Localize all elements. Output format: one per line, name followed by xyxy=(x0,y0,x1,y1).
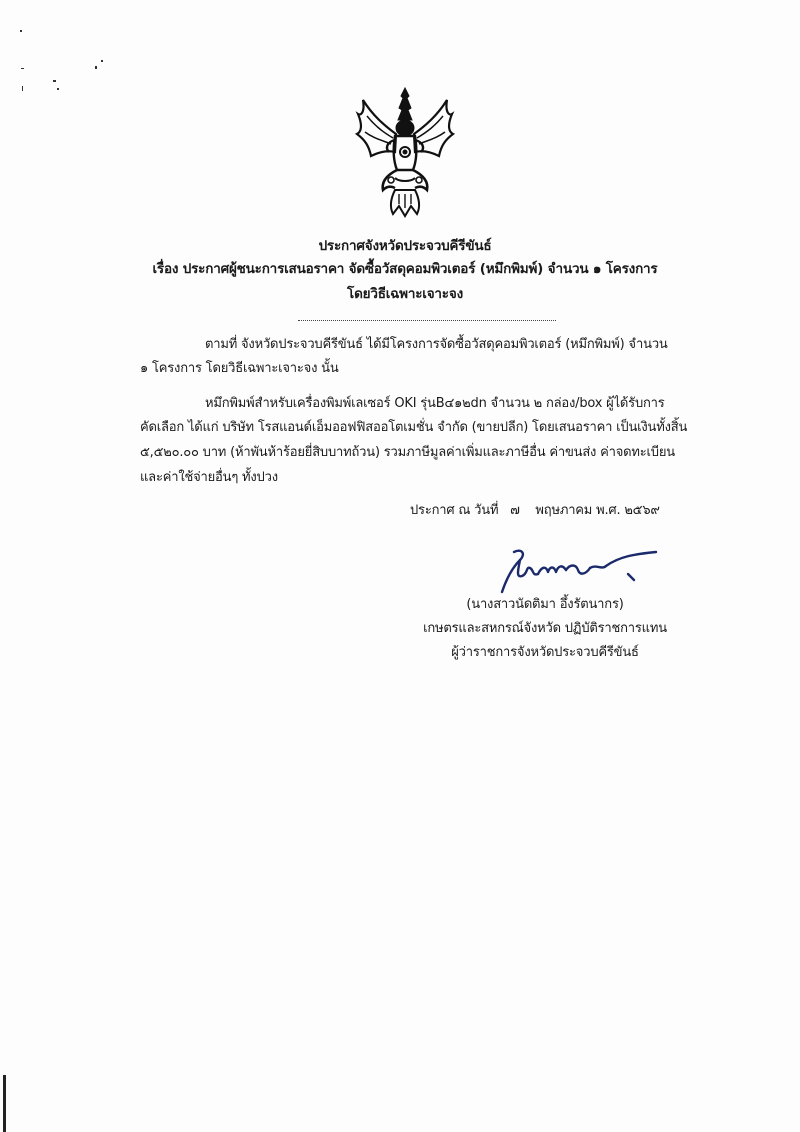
scan-speck xyxy=(95,66,97,69)
scan-speck xyxy=(101,60,103,62)
paragraph-2-line-4: และค่าใช้จ่ายอื่นๆ ทั้งปวง xyxy=(140,470,278,485)
scan-speck xyxy=(57,88,59,90)
announcement-date: ประกาศ ณ วันที่ ๗ พฤษภาคม พ.ศ. ๒๕๖๙ xyxy=(410,503,660,518)
paragraph-2-line-2: คัดเลือก ได้แก่ บริษัท โรสแอนด์เอ็มออฟฟิสออโตเมชั่น จำกัด (ขายปลีก) โดยเสนอราคา เป็นเงินทั้งสิ้น xyxy=(140,420,688,435)
paragraph-1-line-1: ตามที่ จังหวัดประจวบคีรีขันธ์ ได้มีโครงการจัดซื้อวัสดุคอมพิวเตอร์ (หมึกพิมพ์) จำนวน xyxy=(205,337,668,352)
scan-speck xyxy=(21,68,24,69)
paragraph-2-line-3: ๕,๕๒๐.๐๐ บาท (ห้าพันห้าร้อยยี่สิบบาทถ้วน) รวมภาษีมูลค่าเพิ่มและภาษีอื่น ค่าขนส่ง ค่าจดทะเบียน xyxy=(140,445,675,460)
signatory-position: เกษตรและสหกรณ์จังหวัด ปฏิบัติราชการแทน xyxy=(423,621,667,636)
document-subject: เรื่อง ประกาศผู้ชนะการเสนอราคา จัดซื้อวัสดุคอมพิวเตอร์ (หมึกพิมพ์) จำนวน ๑ โครงการ xyxy=(152,261,658,277)
scan-speck xyxy=(22,86,23,91)
title-divider xyxy=(298,320,556,321)
scan-speck xyxy=(20,30,22,32)
scan-speck xyxy=(53,80,56,82)
signatory-name: (นางสาวนัดติมา อึ้งรัตนากร) xyxy=(466,597,624,612)
paragraph-1-line-2: ๑ โครงการ โดยวิธีเฉพาะเจาะจง นั้น xyxy=(140,361,339,376)
paragraph-2-line-1: หมึกพิมพ์สำหรับเครื่องพิมพ์เลเซอร์ OKI รุ่นB๔๑๒dn จำนวน ๒ กล่อง/box ผู้ได้รับการ xyxy=(205,396,665,411)
signatory-office: ผู้ว่าราชการจังหวัดประจวบคีรีขันธ์ xyxy=(451,645,639,660)
handwritten-signature-icon xyxy=(486,540,662,598)
document-title: ประกาศจังหวัดประจวบคีรีขันธ์ xyxy=(318,238,492,254)
document-method: โดยวิธีเฉพาะเจาะจง xyxy=(347,286,463,302)
garuda-emblem-icon xyxy=(355,86,455,220)
scan-edge-mark xyxy=(3,1075,6,1132)
